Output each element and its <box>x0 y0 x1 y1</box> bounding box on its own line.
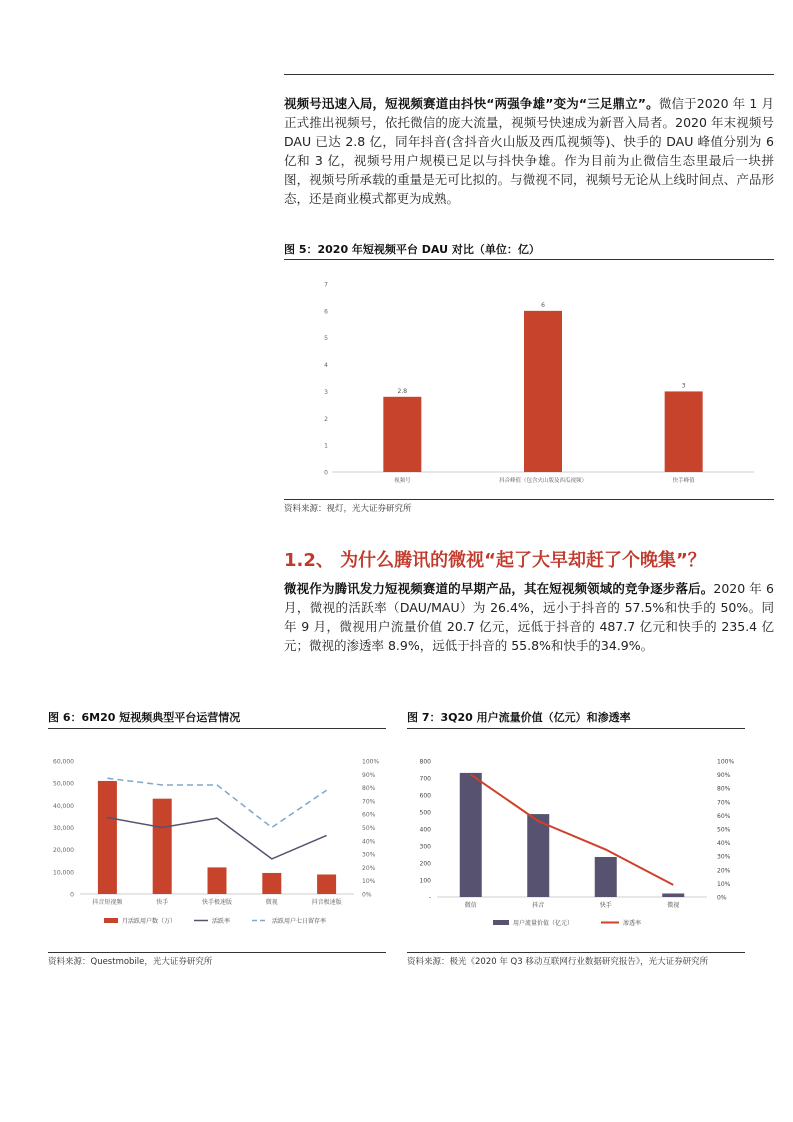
fig7-y-tick-left: 300 <box>419 843 431 851</box>
fig5-bottom-rule <box>284 499 774 500</box>
fig6-top-rule <box>48 728 386 729</box>
fig6-y-tick-left: 30,000 <box>53 825 74 832</box>
fig6-y-tick-right: 60% <box>362 811 376 819</box>
fig6-y-tick-right: 20% <box>362 864 376 872</box>
fig7-y-tick-left: 500 <box>419 809 431 817</box>
fig6-x-tick: 抖音极速版 <box>311 899 342 906</box>
fig7-x-tick: 微信 <box>464 902 477 909</box>
fig7-y-tick-left: 600 <box>419 792 431 800</box>
fig7-y-tick-right: 40% <box>717 840 731 848</box>
fig7-line-penetration <box>471 775 674 885</box>
fig6-line-retention <box>107 778 326 827</box>
fig5-y-tick: 3 <box>324 388 328 396</box>
paragraph-1 <box>284 94 774 208</box>
fig6-y-tick-left: 40,000 <box>53 802 74 810</box>
fig7-legend-swatch-bar <box>493 920 509 925</box>
fig7-legend-label: 渗透率 <box>623 920 642 927</box>
fig5-title: 图 5：2020 年短视频平台 DAU 对比（单位：亿） <box>284 243 540 256</box>
fig6-title: 图 6：6M20 短视频典型平台运营情况 <box>48 711 241 724</box>
fig7-y-tick-right: 100% <box>717 758 735 766</box>
fig6-bar <box>208 867 227 894</box>
fig7-y-tick-left: 100 <box>419 877 431 885</box>
fig6-source: 资料来源：Questmobile，光大证券研究所 <box>48 957 213 967</box>
fig6-x-tick: 快手 <box>156 899 169 906</box>
fig5-y-tick: 7 <box>324 281 328 289</box>
fig5-data-label: 2.8 <box>397 387 408 395</box>
fig6-bar <box>153 799 172 894</box>
fig5-bar <box>383 397 421 472</box>
fig5-data-label: 3 <box>681 382 686 390</box>
fig6-legend-label: 活跃率 <box>212 918 231 925</box>
fig7-title: 图 7：3Q20 用户流量价值（亿元）和渗透率 <box>407 711 631 724</box>
fig7-y-tick-left: 800 <box>419 758 431 766</box>
fig6-y-tick-right: 30% <box>362 851 376 859</box>
fig7-y-tick-left: 400 <box>419 826 431 834</box>
fig5-data-label: 6 <box>541 301 545 309</box>
fig7-x-tick: 微视 <box>667 902 680 909</box>
paragraph-1-bold: 视频号迅速入局，短视频赛道由抖快“两强争雄”变为“三足鼎立”。 <box>284 96 659 111</box>
fig6-legend-label: 月活跃用户数（万） <box>122 918 177 925</box>
paragraph-2-bold: 微视作为腾讯发力短视频赛道的早期产品，其在短视频领域的竞争逐步落后。 <box>284 581 714 596</box>
fig6-y-tick-left: 20,000 <box>53 847 74 855</box>
paragraph-2 <box>284 579 774 655</box>
fig6-y-tick-right: 90% <box>362 771 376 779</box>
fig5-top-rule <box>284 259 774 260</box>
fig5-y-tick: 2 <box>324 415 328 423</box>
fig7-top-rule <box>407 728 745 729</box>
fig7-bar <box>460 773 482 897</box>
fig6-y-tick-right: 0% <box>362 891 372 899</box>
fig5-y-tick: 6 <box>324 308 328 316</box>
fig6-y-tick-left: 10,000 <box>53 869 74 877</box>
fig6-y-tick-right: 100% <box>362 758 380 766</box>
fig7-source: 资料来源：极光《2020 年 Q3 移动互联网行业数据研究报告》，光大证券研究所 <box>407 957 709 967</box>
fig5-x-tick: 快手峰值 <box>672 478 695 484</box>
fig6-x-tick: 快手极速版 <box>201 899 233 906</box>
header-rule <box>284 74 774 75</box>
fig6-bar <box>98 781 117 894</box>
paragraph-2-text: 2020 年 6 月，微视的活跃率（DAU/MAU）为 26.4%，远小于抖音的 57.5%和快手的 50%。同年 9 月，微视用户流量价值 20.7 亿元，远低于抖音的 487.7 亿元和快手的 235.4 亿元；微视的渗透率 8.9%，远低于抖音的 55.8%和快手的34.9%。 <box>284 581 774 653</box>
fig6-y-tick-left: 60,000 <box>53 758 74 766</box>
fig7-x-tick: 抖音 <box>532 902 545 909</box>
fig7-y-tick-right: 0% <box>717 894 727 902</box>
fig7-bar <box>662 893 684 897</box>
fig7-y-tick-right: 60% <box>717 812 731 820</box>
fig7-y-tick-right: 50% <box>717 826 731 834</box>
section-heading: 1.2、 为什么腾讯的微视“起了大早却赶了个晚集”？ <box>284 550 706 571</box>
fig6-chart <box>48 731 386 943</box>
fig6-y-tick-left: 0 <box>70 891 74 899</box>
fig5-y-tick: 5 <box>324 335 328 343</box>
fig5-x-tick: 抖音峰值（包含火山版及西瓜视频） <box>498 478 588 484</box>
fig5-y-tick: 1 <box>324 442 328 450</box>
fig7-y-tick-right: 80% <box>717 785 731 793</box>
fig7-y-tick-right: 90% <box>717 772 731 780</box>
fig6-x-tick: 抖音短视频 <box>92 899 123 906</box>
fig6-y-tick-right: 50% <box>362 825 376 832</box>
fig6-y-tick-right: 80% <box>362 785 376 793</box>
fig6-bar <box>262 873 281 894</box>
fig6-y-tick-right: 70% <box>362 798 376 806</box>
fig7-chart <box>407 731 745 943</box>
fig5-bar <box>524 311 562 472</box>
fig7-x-tick: 快手 <box>599 902 612 909</box>
fig5-chart <box>284 262 774 494</box>
fig5-bar <box>665 391 703 472</box>
fig7-bar <box>595 857 617 897</box>
fig6-x-tick: 微视 <box>265 899 278 906</box>
fig7-y-tick-right: 20% <box>717 867 731 875</box>
fig7-y-tick-right: 70% <box>717 799 731 807</box>
fig7-bottom-rule <box>407 952 745 953</box>
fig5-source: 资料来源：视灯，光大证券研究所 <box>284 504 412 514</box>
fig7-y-tick-left: 200 <box>419 860 431 868</box>
fig6-legend-label: 活跃用户七日留存率 <box>272 918 327 925</box>
fig5-y-tick: 0 <box>324 469 328 477</box>
fig5-y-tick: 4 <box>324 362 328 370</box>
fig6-y-tick-left: 50,000 <box>53 780 74 788</box>
fig5-x-tick: 视频号 <box>394 478 411 484</box>
fig7-y-tick-right: 30% <box>717 853 731 861</box>
paragraph-1-text: 微信于2020 年 1 月正式推出视频号，依托微信的庞大流量，视频号快速成为新晋入局者。2020 年末视频号 DAU 已达 2.8 亿，同年抖音(含抖音火山版及西瓜视频等)、快手的 DAU 峰值分别为 6 亿和 3 亿，视频号用户规模已足以与抖快争雄。作为目前为止微信生态里最后一块拼图，视频号所承载的重量是无可比拟的。与微视不同，视频号无论从上线时间点、产品形态，还是商业模式都更为成熟。 <box>284 96 774 206</box>
fig7-y-tick-left: - <box>428 894 431 902</box>
fig6-bar <box>317 874 336 894</box>
fig7-bar <box>527 814 549 897</box>
fig6-y-tick-right: 10% <box>362 878 376 886</box>
fig7-legend-label: 用户流量价值（亿元） <box>513 920 574 927</box>
fig6-line-activity-rate <box>107 818 326 859</box>
fig6-y-tick-right: 40% <box>362 838 376 846</box>
fig6-legend-swatch-bar <box>104 918 118 923</box>
fig7-y-tick-right: 10% <box>717 880 731 888</box>
fig7-y-tick-left: 700 <box>419 775 431 783</box>
fig6-bottom-rule <box>48 952 386 953</box>
